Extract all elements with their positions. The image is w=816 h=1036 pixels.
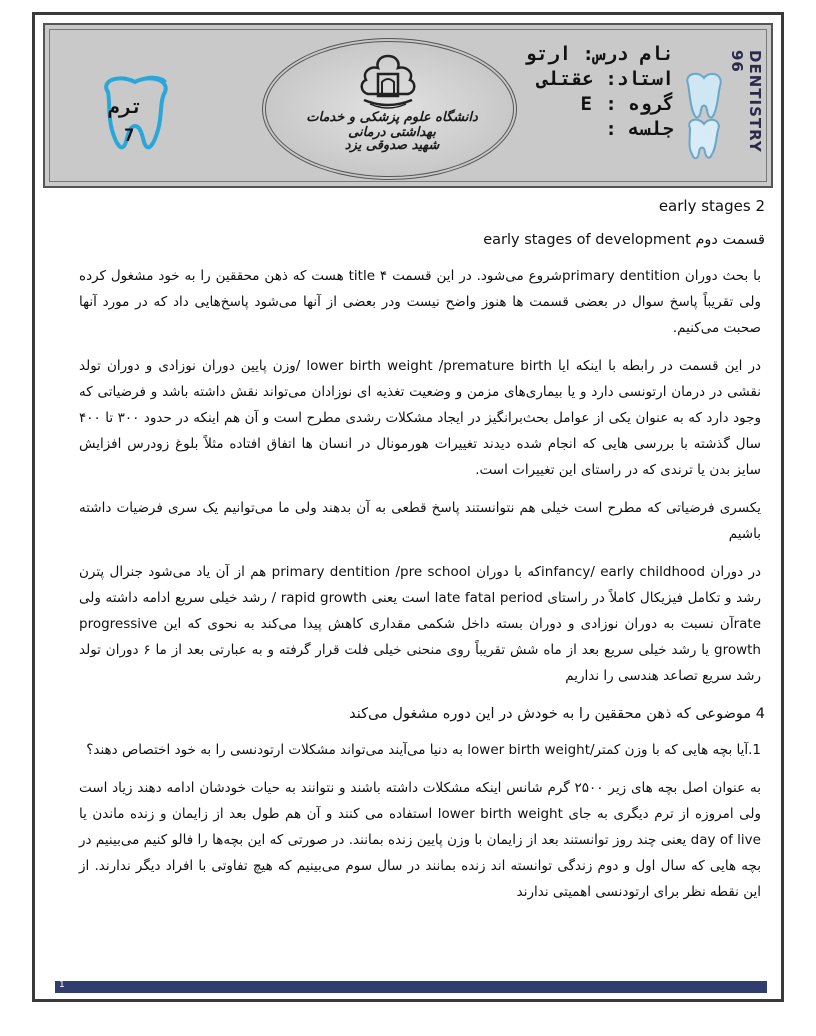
university-name: دانشگاه علوم پزشکی و خدمات بهداشتی درمانی: [306, 110, 478, 140]
university-subname: شهید صدوقی یزد: [344, 138, 440, 153]
question-1: 1.آیا بچه هایی که با وزن کمتر/lower birth weight به دنیا می‌آیند می‌تواند مشکلات ارتودنسی را به خود اختصاص دهند؟: [86, 742, 761, 758]
term-label: ترم: [108, 96, 143, 118]
paragraph: در دوران infancy/ early childhoodکه با دوران primary dentition /pre school هم از آن یاد می‌شود جنرال پترن رشد و تکامل فیزیکال کاملاً در راستای late fatal period است یعنی rapid growth / رشد خیلی سریع ادامه داشته ولی rateآن نسبت به دوران نوزادی و دوران بسته داخل شکمی مقداری کاهش پیدا می‌کند به نحوی که این progressive growth یا رشد خیلی سریع بعد از ماه شش تقریباً روی منحنی خیلی فلت قرار گرفته و به عبارتی بعد از ما ۶ دوران تولد رشد سریع تصاعد هندسی را نداریم: [79, 564, 761, 684]
paragraph: یکسری فرضیاتی که مطرح است خیلی هم نتوانستند پاسخ قطعی به آن بدهند ولی ما می‌توانیم یک سری فرضیات داشته باشیم: [79, 500, 761, 542]
instructor-name: استاد: عقتلی: [536, 68, 674, 90]
topics-heading: 4 موضوعی که ذهن محققین را به خودش در این دوره مشغول می‌کند: [349, 706, 765, 722]
group-label: گروه : E: [580, 93, 674, 115]
paragraph: با بحث دوران primary dentitionشروع می‌شود. در این قسمت ۴ title هست که ذهن محققین را به خود مشغول کرده ولی تقریباً پاسخ سوال در بعضی قسمت ها هنوز واضح نیست ودر بعضی از آنها می‌شود پاسخ‌هایی داد که در مورد آنها صحبت می‌کنیم.: [79, 268, 761, 336]
document-body: [75, 193, 765, 917]
course-name: نام درس: ارتو: [525, 43, 674, 65]
page-number: 1: [59, 980, 65, 990]
university-emblem-icon: [352, 52, 424, 112]
term-value: 7: [124, 126, 135, 146]
header-inner-border: [49, 29, 767, 182]
footer-bar: [55, 981, 767, 993]
answer-1: به عنوان اصل بچه های زیر ۲۵۰۰ گرم شانس اینکه مشکلات داشته باشند و نتوانند به حیات خودشان ادامه دهند زیاد است ولی امروزه از ترم دیگری به جای lower birth weight استفاده می کنند و آن هم طول بعد از زایمان و زنده ماندن یا day of live یعنی چند روز توانستند بعد از زایمان با وزن پایین زنده بمانند. در صورتی که این بچه‌ها را فالو کنیم می‌بینیم در بچه هایی که سال اول و دوم زندگی توانسته اند زنده بمانند در سال سوم می‌بینیم که هیچ تفاوتی با افراد دیگر ندارند. از این نقطه نظر برای ارتودنسی اهمیتی ندارند: [79, 780, 762, 900]
course-info: [474, 42, 674, 142]
section-heading: قسمت دوم early stages of development: [483, 232, 765, 248]
page-frame: [32, 12, 784, 1002]
session-label: جلسه :: [605, 118, 674, 140]
dentistry-logo-text: DENTISTRY 96: [728, 50, 764, 153]
paragraph: در این قسمت در رابطه با اینکه ایا lower birth weight /premature birth /وزن پایین دوران نوزادی و دوران تولد نقشی در درمان ارتونسی دارد و یا بیماری‌های مزمن و وضعیت تغذیه ای نوزادان می‌تواند نقش داشته باشد و فرضیاتی که وجود دارد که به عنوان یکی از عوامل بحث‌برانگیز در ایجاد مشکلات رشدی مطرح است و آن هم اینکه در حدود ۳۰۰ تا ۴۰۰ سال گذشته با بررسی هایی که انجام شده دیدند تغییرات هورمونال در انسان ها اتفاق افتاده مثلاً بلوغ زودرس افزایش سایز بدن یا ترندی که در راستای این تغییرات است.: [79, 358, 762, 478]
document-subtitle: early stages 2: [658, 197, 765, 215]
document-header: [43, 23, 773, 188]
